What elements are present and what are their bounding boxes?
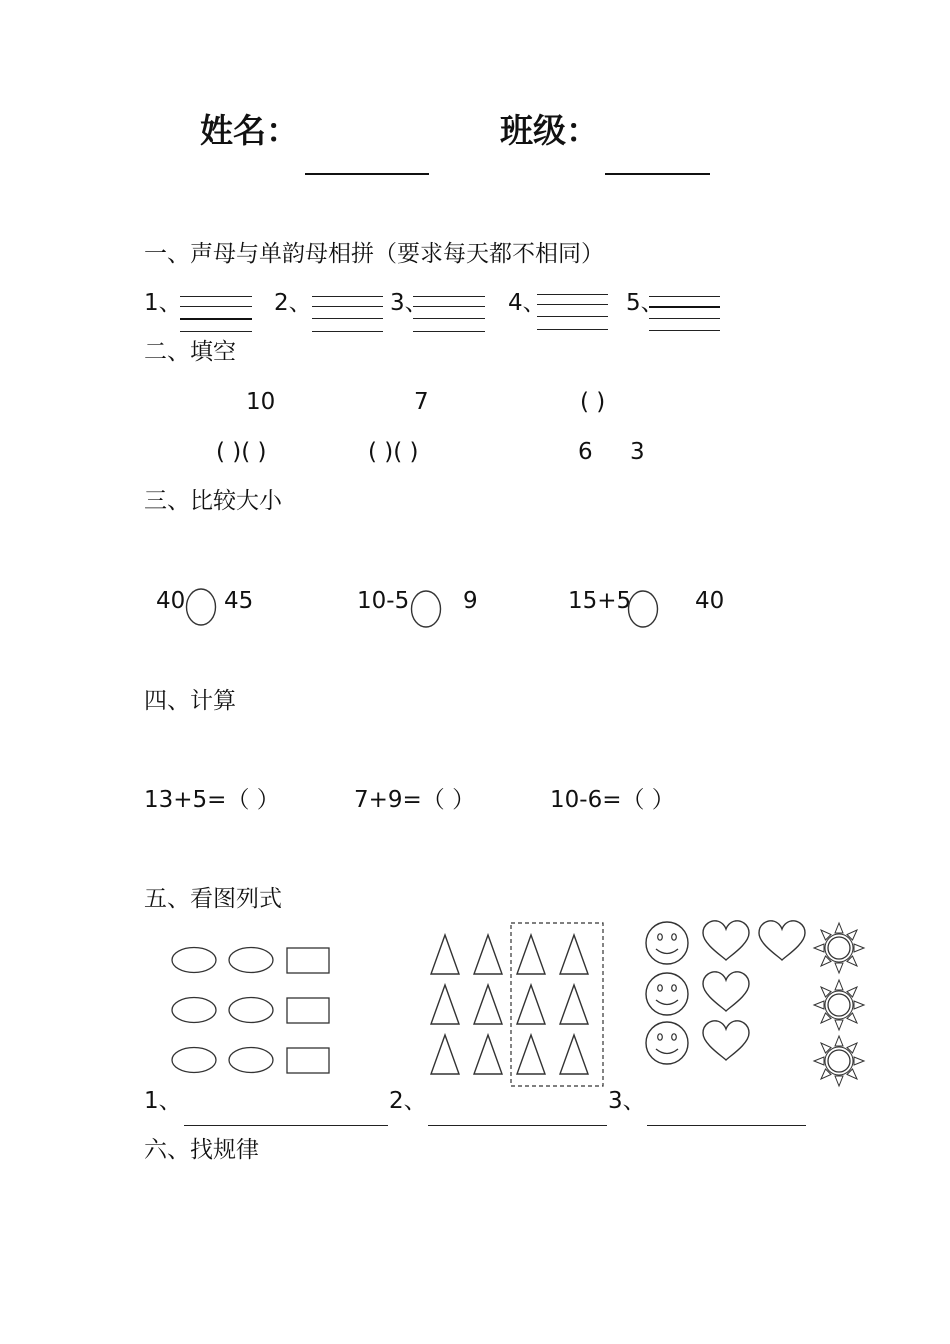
smiley-face-icon bbox=[646, 922, 688, 1064]
picture-1-ovals-rectangles bbox=[165, 940, 345, 1080]
answer-1-line[interactable] bbox=[184, 1125, 388, 1126]
section-3-title: 三、比较大小 bbox=[144, 488, 282, 514]
fill-bottom-3: 6 bbox=[578, 439, 593, 465]
pinyin-item-2-label: 2、 bbox=[274, 290, 312, 316]
fill-top-3-blank[interactable]: ( ) bbox=[580, 389, 606, 415]
compare-1-left: 40 bbox=[156, 588, 186, 614]
fill-bottom-2-blanks[interactable]: ( )( ) bbox=[368, 439, 419, 465]
answer-3-line[interactable] bbox=[647, 1125, 806, 1126]
rectangle-shape bbox=[287, 948, 329, 1073]
compare-2-circle[interactable] bbox=[410, 589, 442, 629]
answer-1-label: 1、 bbox=[144, 1088, 182, 1114]
name-label: 姓名： bbox=[200, 111, 299, 150]
fill-bottom-4: 3 bbox=[630, 439, 645, 465]
calc-3[interactable]: 10-6=（ ） bbox=[550, 787, 675, 813]
compare-3-circle[interactable] bbox=[627, 589, 659, 629]
sun-icon bbox=[814, 923, 864, 1086]
section-1-title: 一、声母与单韵母相拼（要求每天都不相同） bbox=[144, 241, 604, 267]
picture-3-smileys-hearts-suns bbox=[640, 918, 870, 1088]
compare-1-circle[interactable] bbox=[185, 587, 217, 627]
compare-3-right: 40 bbox=[695, 588, 725, 614]
section-2-title: 二、填空 bbox=[144, 339, 236, 365]
fill-bottom-1-blanks[interactable]: ( )( ) bbox=[216, 439, 267, 465]
section-4-title: 四、计算 bbox=[144, 688, 236, 714]
heart-icon bbox=[703, 921, 805, 1060]
compare-2-right: 9 bbox=[463, 588, 478, 614]
fill-top-1: 10 bbox=[246, 389, 276, 415]
fill-top-2: 7 bbox=[414, 389, 429, 415]
pinyin-item-1-label: 1、 bbox=[144, 290, 182, 316]
calc-1[interactable]: 13+5=（ ） bbox=[144, 787, 280, 813]
class-answer-line[interactable] bbox=[605, 173, 710, 175]
class-label: 班级： bbox=[500, 111, 599, 150]
name-answer-line[interactable] bbox=[305, 173, 429, 175]
pinyin-item-5-label: 5、 bbox=[626, 290, 664, 316]
answer-3-label: 3、 bbox=[608, 1088, 646, 1114]
answer-2-line[interactable] bbox=[428, 1125, 607, 1126]
pinyin-item-4-label: 4、 bbox=[508, 290, 546, 316]
answer-2-label: 2、 bbox=[389, 1088, 427, 1114]
compare-1-right: 45 bbox=[224, 588, 254, 614]
triangle-shape bbox=[431, 935, 588, 1074]
calc-2[interactable]: 7+9=（ ） bbox=[354, 787, 476, 813]
compare-3-left: 15+5 bbox=[568, 588, 632, 614]
picture-2-triangles bbox=[425, 920, 610, 1090]
pinyin-item-3-label: 3、 bbox=[390, 290, 428, 316]
section-5-title: 五、看图列式 bbox=[144, 886, 282, 912]
section-6-title: 六、找规律 bbox=[144, 1137, 259, 1163]
oval-shape bbox=[172, 948, 273, 1073]
dashed-group-box bbox=[511, 923, 603, 1086]
compare-2-left: 10-5 bbox=[357, 588, 410, 614]
